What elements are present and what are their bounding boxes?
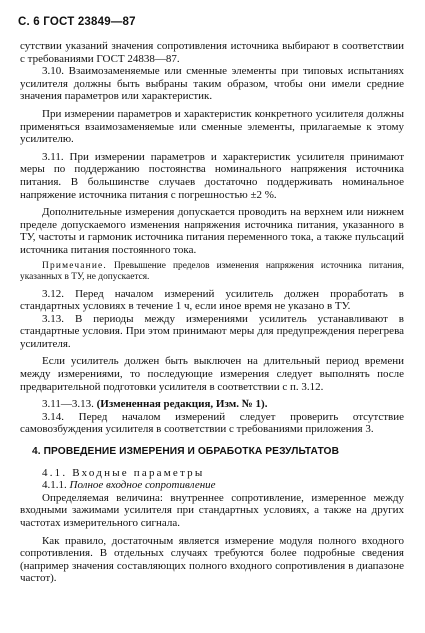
page-header: С. 6 ГОСТ 23849—87	[18, 16, 136, 28]
document-body	[20, 40, 404, 585]
note	[20, 261, 404, 283]
section-title: 4. ПРОВЕДЕНИЕ ИЗМЕРЕНИЯ И ОБРАБОТКА РЕЗУЛЬТАТОВ	[32, 446, 340, 458]
subsection-4-1-1	[20, 479, 404, 492]
paragraph-continuation: сутствии указаний значения сопротивления источника выбирают в соответствии с требованиями ГОСТ 24838—87.	[20, 40, 404, 65]
subsection-4-1: 4.1. Входные параметры	[42, 466, 205, 479]
subsection-number: 4.1.1.	[42, 479, 70, 492]
paragraph-amplifier-off: Если усилитель должен быть выключен на длительный период времени между измерениями, то последующие измерения следует выполнять после предварительной подготовки усилителя в соответствии с п. 3.12.	[20, 355, 404, 393]
paragraph-modulus: Как правило, достаточным является измерение модуля полного входного сопротивления. В отдельных случаях требуются более подробные сведения (например значения составляющих полного входного сопротивления в диапазоне частот).	[20, 534, 404, 585]
paragraph-3-13: 3.13. В периоды между измерениями усилитель устанавливают в стандартные условия. При этом принимают меры для предупреждения перегрева усилителя.	[20, 312, 404, 350]
paragraph-interchangeable-elements: При измерении параметров и характеристик конкретного усилителя должны применяться взаимозаменяемые или сменные элементы, прилагаемые к этому усилителю.	[20, 107, 404, 146]
note-text: Превышение пределов изменения напряжения источника питания, указанных в ТУ, не допускается.	[20, 260, 404, 282]
paragraph-3-11: 3.11. При измерении параметров и характеристик усилителя принимают меры по поддержанию постоянства номинального напряжения источника питания. В большинстве случаев достаточно поддерживать номинальное напряжение источника питания с погрешностью ±2 %.	[20, 150, 404, 201]
paragraph-definition: Определяемая величина: внутреннее сопротивление, измеренное между входными зажимами усилителя при стандартных условиях, а также на других частотах измерительного сигнала.	[20, 491, 404, 529]
paragraph-3-12: 3.12. Перед началом измерений усилитель должен проработать в стандартных условиях в течение 1 ч, если иное время не указано в ТУ.	[20, 287, 404, 313]
revision-note: (Измененная редакция, Изм. № 1).	[96, 398, 268, 411]
paragraph-additional-measurements: Дополнительные измерения допускается проводить на верхнем или нижнем пределе допускаемого изменения напряжения источника питания, указанного в ТУ, частоты и гармоник источника питания переменного тока, а также пульсаций источника питания постоянного тока.	[20, 206, 404, 256]
subsection-title: Полное входное сопротивление	[69, 479, 216, 492]
revision-range: 3.11—3.13.	[42, 398, 97, 411]
note-label: Примечание.	[42, 260, 107, 271]
paragraph-revision	[20, 398, 404, 411]
paragraph-3-10: 3.10. Взаимозаменяемые или сменные элементы при типовых испытаниях усилителя должны быть выбраны таким образом, чтобы они имели средние значения параметров или характеристик.	[20, 65, 404, 103]
paragraph-3-14: 3.14. Перед началом измерений следует проверить отсутствие самовозбуждения усилителя в соответствии с требованиями приложения 3.	[20, 410, 404, 436]
